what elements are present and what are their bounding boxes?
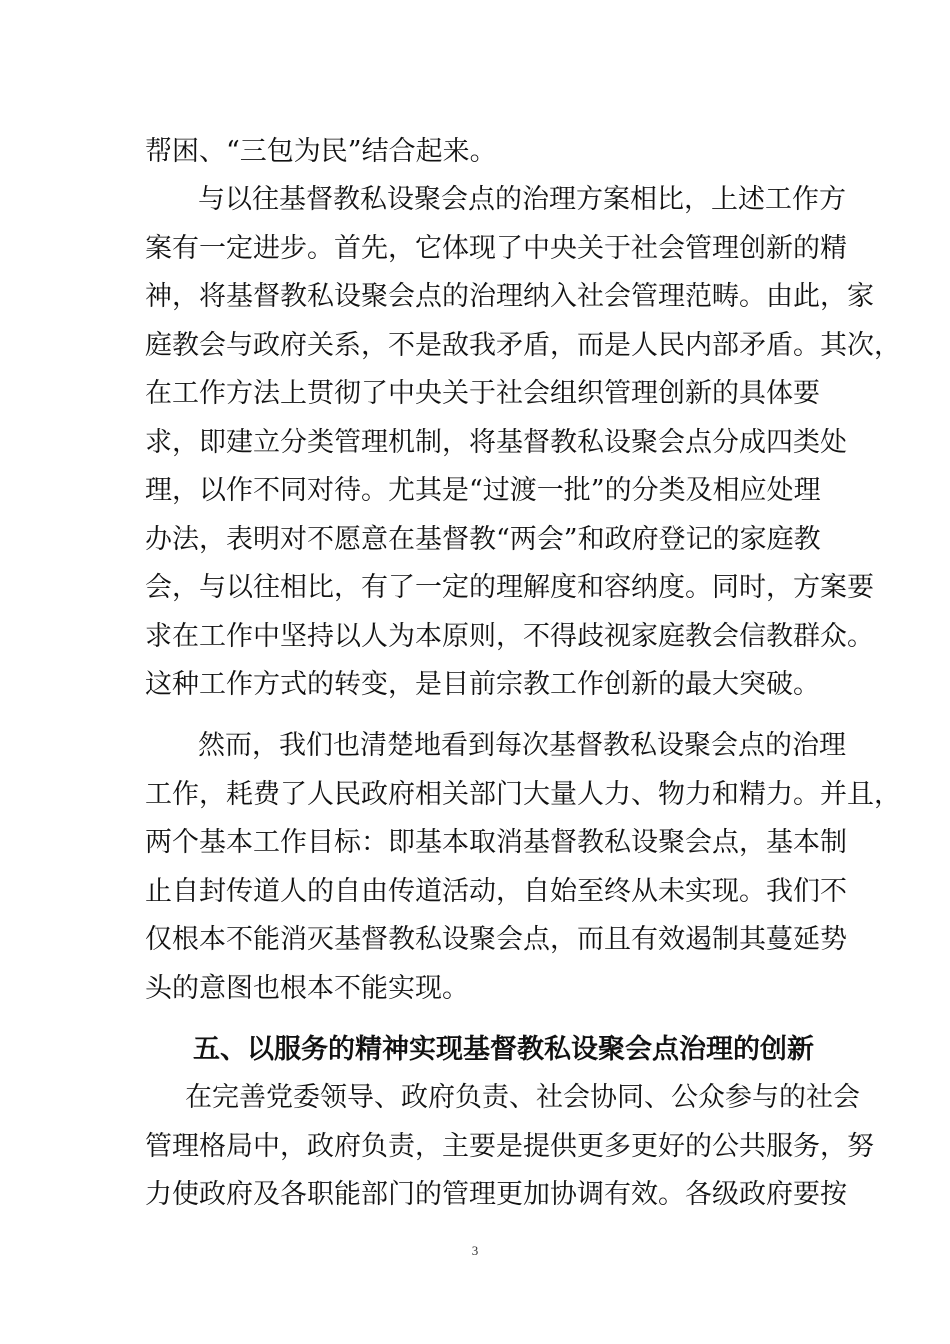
paragraph-line: 庭教会与政府关系，不是敌我矛盾，而是人民内部矛盾。其次， (145, 330, 901, 361)
paragraph-line: 与以往基督教私设聚会点的治理方案相比，上述工作方 (198, 184, 846, 215)
paragraph-line: 求在工作中坚持以人为本原则，不得歧视家庭教会信教群众。 (145, 621, 874, 652)
paragraph-line: 神，将基督教私设聚会点的治理纳入社会管理范畴。由此，家 (145, 281, 874, 312)
paragraph-line: 止自封传道人的自由传道活动，自始至终从未实现。我们不 (145, 876, 847, 907)
paragraph-line: 然而，我们也清楚地看到每次基督教私设聚会点的治理 (198, 730, 846, 761)
paragraph-line: 头的意图也根本不能实现。 (145, 973, 469, 1004)
paragraph-line: 管理格局中，政府负责，主要是提供更多更好的公共服务，努 (145, 1131, 874, 1162)
paragraph-line: 在完善党委领导、政府负责、社会协同、公众参与的社会 (185, 1082, 860, 1113)
paragraph-line: 在工作方法上贯彻了中央关于社会组织管理创新的具体要 (145, 378, 820, 409)
paragraph-line: 这种工作方式的转变，是目前宗教工作创新的最大突破。 (145, 669, 820, 700)
paragraph-line: 案有一定进步。首先，它体现了中央关于社会管理创新的精 (145, 233, 847, 264)
page-number: 3 (471, 1243, 479, 1258)
paragraph-line: 办法，表明对不愿意在基督教“两会”和政府登记的家庭教 (145, 524, 821, 555)
paragraph-line: 仅根本不能消灭基督教私设聚会点，而且有效遏制其蔓延势 (145, 924, 847, 955)
section-heading: 五、以服务的精神实现基督教私设聚会点治理的创新 (193, 1034, 814, 1065)
paragraph-line: 理，以作不同对待。尤其是“过渡一批”的分类及相应处理 (145, 475, 821, 506)
paragraph-line: 会，与以往相比，有了一定的理解度和容纳度。同时，方案要 (145, 572, 874, 603)
paragraph-line: 两个基本工作目标：即基本取消基督教私设聚会点，基本制 (145, 827, 847, 858)
paragraph-line: 帮困、“三包为民”结合起来。 (145, 136, 497, 167)
paragraph-line: 工作，耗费了人民政府相关部门大量人力、物力和精力。并且， (145, 779, 901, 810)
paragraph-line: 求，即建立分类管理机制，将基督教私设聚会点分成四类处 (145, 427, 847, 458)
paragraph-line: 力使政府及各职能部门的管理更加协调有效。各级政府要按 (145, 1179, 847, 1210)
